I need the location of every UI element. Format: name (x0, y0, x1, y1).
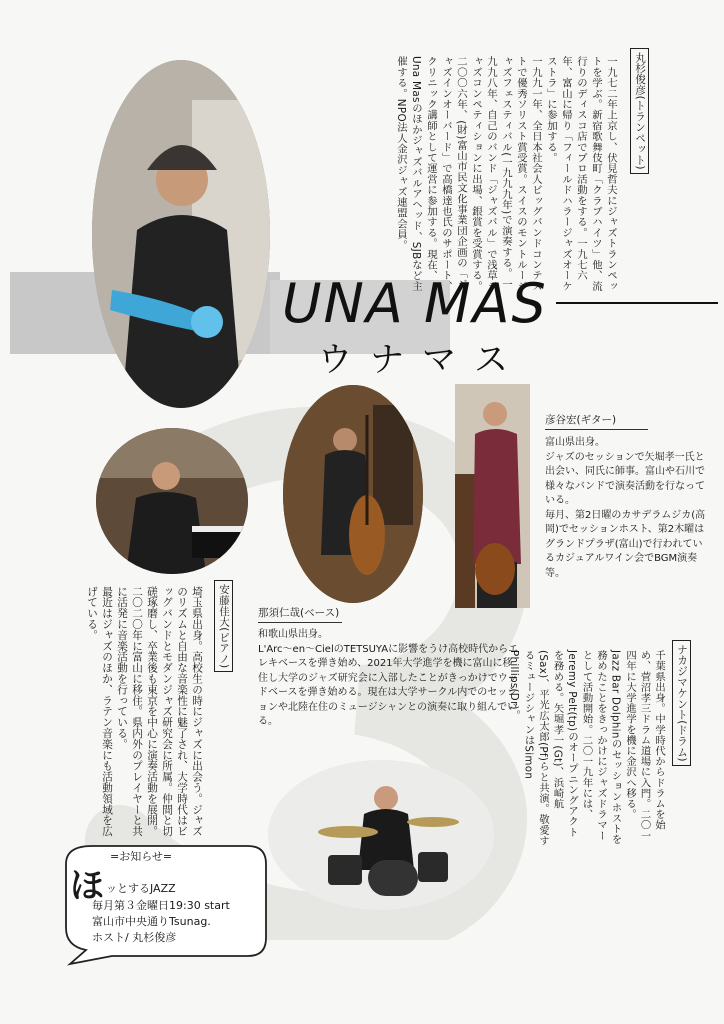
maru-bio-p1: 一九七二年上京し、伏見哲夫にジャズトランペットを学ぶ。新宿歌舞伎町「クラブハイツ」他、流行りのディスコ店でプロ活動をする。一九七六年、富山に帰り「フィールドハラージャズオーケストラ」に参加する。 (545, 56, 617, 292)
trumpet-player-photo (92, 60, 270, 408)
hikoya-bio-p3: 毎月、第2日曜のカサデラムジカ(高岡)でセッションホスト、第2木曜はグランドプラザ(富山)で行われているカジュアルワイン会でBGM演奏等。 (545, 509, 706, 579)
nakajima-bio (500, 650, 666, 846)
guitar-player-photo (455, 384, 530, 608)
maru-bio-p2: 一九九一年、全日本社会人ビッグバンドコンテストで優秀ソリスト賞受賞。スイスのモントルージャズフェスティバル(一九九九年)で演奏する。一九九八年、自己のバンド「ジャズバル」で浅草ジャズコンペティションに出場、銀賞を受賞する。二〇〇六年、(財)富山市民文化事業団企画の「ジャズインオーバード」で高橋達也氏のサポート、クリニック講師として運営に参加する。現在、Una Masのほかジャズバルアヘッド、SJBなど主催する。NPO法人金沢ジャズ連盟会員。 (395, 56, 542, 292)
notice-big-char: ほ (70, 866, 104, 906)
notice-line2: 毎月第３金曜日19:30 start (92, 899, 230, 912)
hikoya-bio (545, 436, 710, 581)
page-title-kana: ウナマス (318, 340, 526, 380)
maru-bio (288, 56, 618, 300)
notice-heading: =お知らせ= (110, 850, 173, 863)
nasu-bio (258, 628, 520, 730)
hikoya-bio-p1: 富山県出身。 (545, 437, 605, 448)
ando-bio-p2: 最近はジャズのほか、ラテン音楽にも活動領域を広げている。 (86, 586, 113, 837)
notice-line4: ホスト/ 丸杉俊彦 (92, 931, 177, 944)
maru-name: 丸杉俊彦(トランペット) (630, 48, 649, 174)
nakajima-bio-p1: 千葉県出身。中学時代からドラムを始め、菅沼孝三ドラム道場に入門。二〇一四年に大学進学を機に金沢へ移る。 (624, 650, 665, 841)
nasu-bio-p2: L'Arc〜en〜CielのTETSUYAに影響をうけ高校時代からエレキベースを弾き始め、2021年大学進学を機に富山に移住し大学のジャズ研究会に入部したことがきっかけでウッドベースを弾き始める。現在は大学サークル内でのセッションや北陸在住のミュージシャンとの演奏に取り組んでいる。 (258, 643, 519, 727)
piano-player-photo (96, 428, 248, 574)
drummer-photo (268, 760, 494, 910)
hikoya-name: 彦谷宏(ギター) (545, 412, 648, 430)
notice-line3: 富山市中央通りTsunag. (92, 915, 211, 928)
page-title: UNA MAS (282, 272, 548, 335)
nasu-bio-p1: 和歌山県出身。 (258, 629, 328, 640)
title-rule (556, 302, 718, 304)
bass-player-photo (283, 385, 423, 603)
nakajima-name: ナカジマケント(ドラム) (672, 640, 691, 766)
notice-line1: ッとするJAZZ (106, 882, 176, 895)
hikoya-bio-p2: ジャズのセッションで矢堀孝一氏と出会い、同氏に師事。富山や石川で様々なバンドで演奏活動を行なっている。 (545, 451, 705, 506)
nakajima-bio-p2: Jazz Bar Dolphinのセッションホストを務めたことをきっかけにジャズドラマーとして活動開始。二〇一九年には、Jeremy Pelt(tp)のオープニングアクトを務める。矢堀孝一(Gt)、浜崎航(Sax)、平光広太郎(Pf)らと共演。敬愛するミュージシャンはSimon Phillips(Dr)。 (508, 650, 622, 846)
nasu-name: 那須仁哉(ベース) (258, 605, 342, 623)
ando-bio-p1: 埼玉県出身。高校生の時にジャズに出会う。ジャズのリズムと自由な音楽性に魅了され、大学時代はビッグバンドとモダンジャズ研究会に所属。仲間と切磋琢磨し、卒業後も東京を中心に演奏活動を展開。二〇二〇年に富山に移住。県内外のプレイヤーと共に活発に音楽活動を行っている。 (116, 586, 203, 837)
ando-bio (56, 586, 204, 846)
ando-name: 安藤佳大(ピアノ) (214, 580, 233, 672)
